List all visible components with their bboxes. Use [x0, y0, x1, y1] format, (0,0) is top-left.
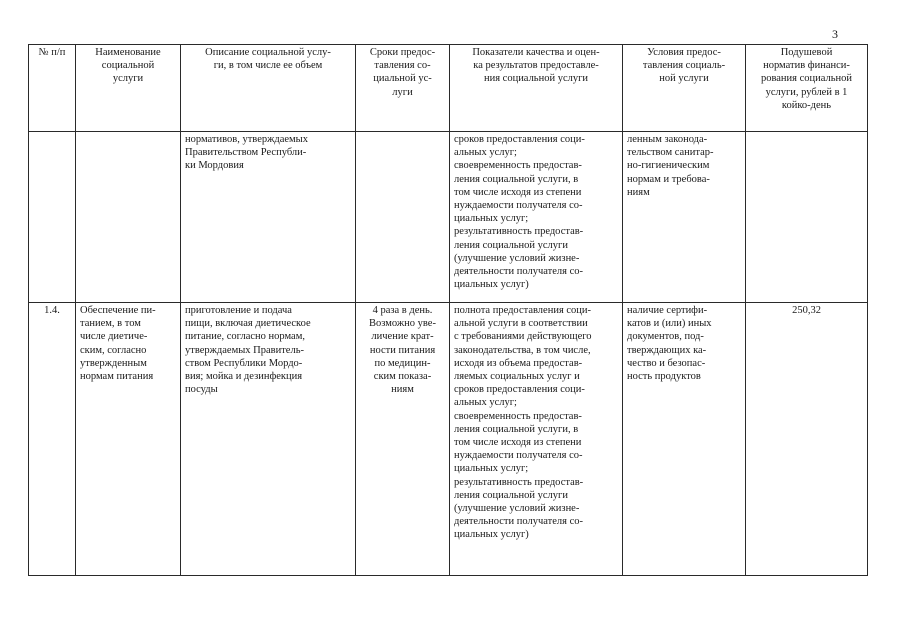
- page-number: 3: [832, 27, 838, 41]
- header-terms: Сроки предос- тавления со- циальной ус- луги: [356, 45, 450, 132]
- cell-terms: 4 раза в день. Возможно уве- личение крат- ности питания по медицин- ским показа- ниям: [356, 303, 450, 576]
- header-description: Описание социальной услу- ги, в том числе ее объем: [181, 45, 356, 132]
- cell-norm: 250,32: [746, 303, 868, 576]
- header-norm: Подушевой норматив финанси- рования социальной услуги, рублей в 1 койко-день: [746, 45, 868, 132]
- table-row: [29, 132, 868, 303]
- cell-quality: полнота предоставления соци- альной услуги в соответствии с требованиями действующего законодательства, в том числе, исходя из объема предостав- ляемых социальных услуг и сроков предоставления соци- альных услуг; своевременность предостав- ления социальной услуги, в том числе исходя из степени нуждаемости получателя со- циальных услуг; результативность предостав- ления социальной услуги (улучшение условий жизне- деятельности получателя со- циальных услуг): [450, 303, 623, 576]
- header-quality: Показатели качества и оцен- ка результатов предоставле- ния социальной услуги: [450, 45, 623, 132]
- header-conditions: Условия предос- тавления социаль- ной услуги: [623, 45, 746, 132]
- header-number: № п/п: [29, 45, 76, 132]
- cell-norm: [746, 132, 868, 303]
- header-service-name: Наименование социальной услуги: [76, 45, 181, 132]
- cell-service-name: [76, 132, 181, 303]
- cell-conditions: ленным законода- тельством санитар- но-гигиеническим нормам и требова- ниям: [623, 132, 746, 303]
- cell-number: 1.4.: [29, 303, 76, 576]
- cell-service-name: Обеспечение пи- танием, в том числе диетиче- ским, согласно утвержденным нормам питания: [76, 303, 181, 576]
- social-services-table: [28, 44, 868, 576]
- table-row: [29, 303, 868, 576]
- cell-description: приготовление и подача пищи, включая диетическое питание, согласно нормам, утверждаемых Правитель- ством Республики Мордо- вия; мойка и дезинфекция посуды: [181, 303, 356, 576]
- cell-terms: [356, 132, 450, 303]
- cell-conditions: наличие сертифи- катов и (или) иных документов, под- тверждающих ка- чество и безопас- ность продуктов: [623, 303, 746, 576]
- table-header-row: [29, 45, 868, 132]
- cell-number: [29, 132, 76, 303]
- cell-description: нормативов, утверждаемых Правительством Республи- ки Мордовия: [181, 132, 356, 303]
- cell-quality: сроков предоставления соци- альных услуг; своевременность предостав- ления социальной услуги, в том числе исходя из степени нуждаемости получателя со- циальных услуг; результативность предостав- ления социальной услуги (улучшение условий жизне- деятельности получателя со- циальных услуг): [450, 132, 623, 303]
